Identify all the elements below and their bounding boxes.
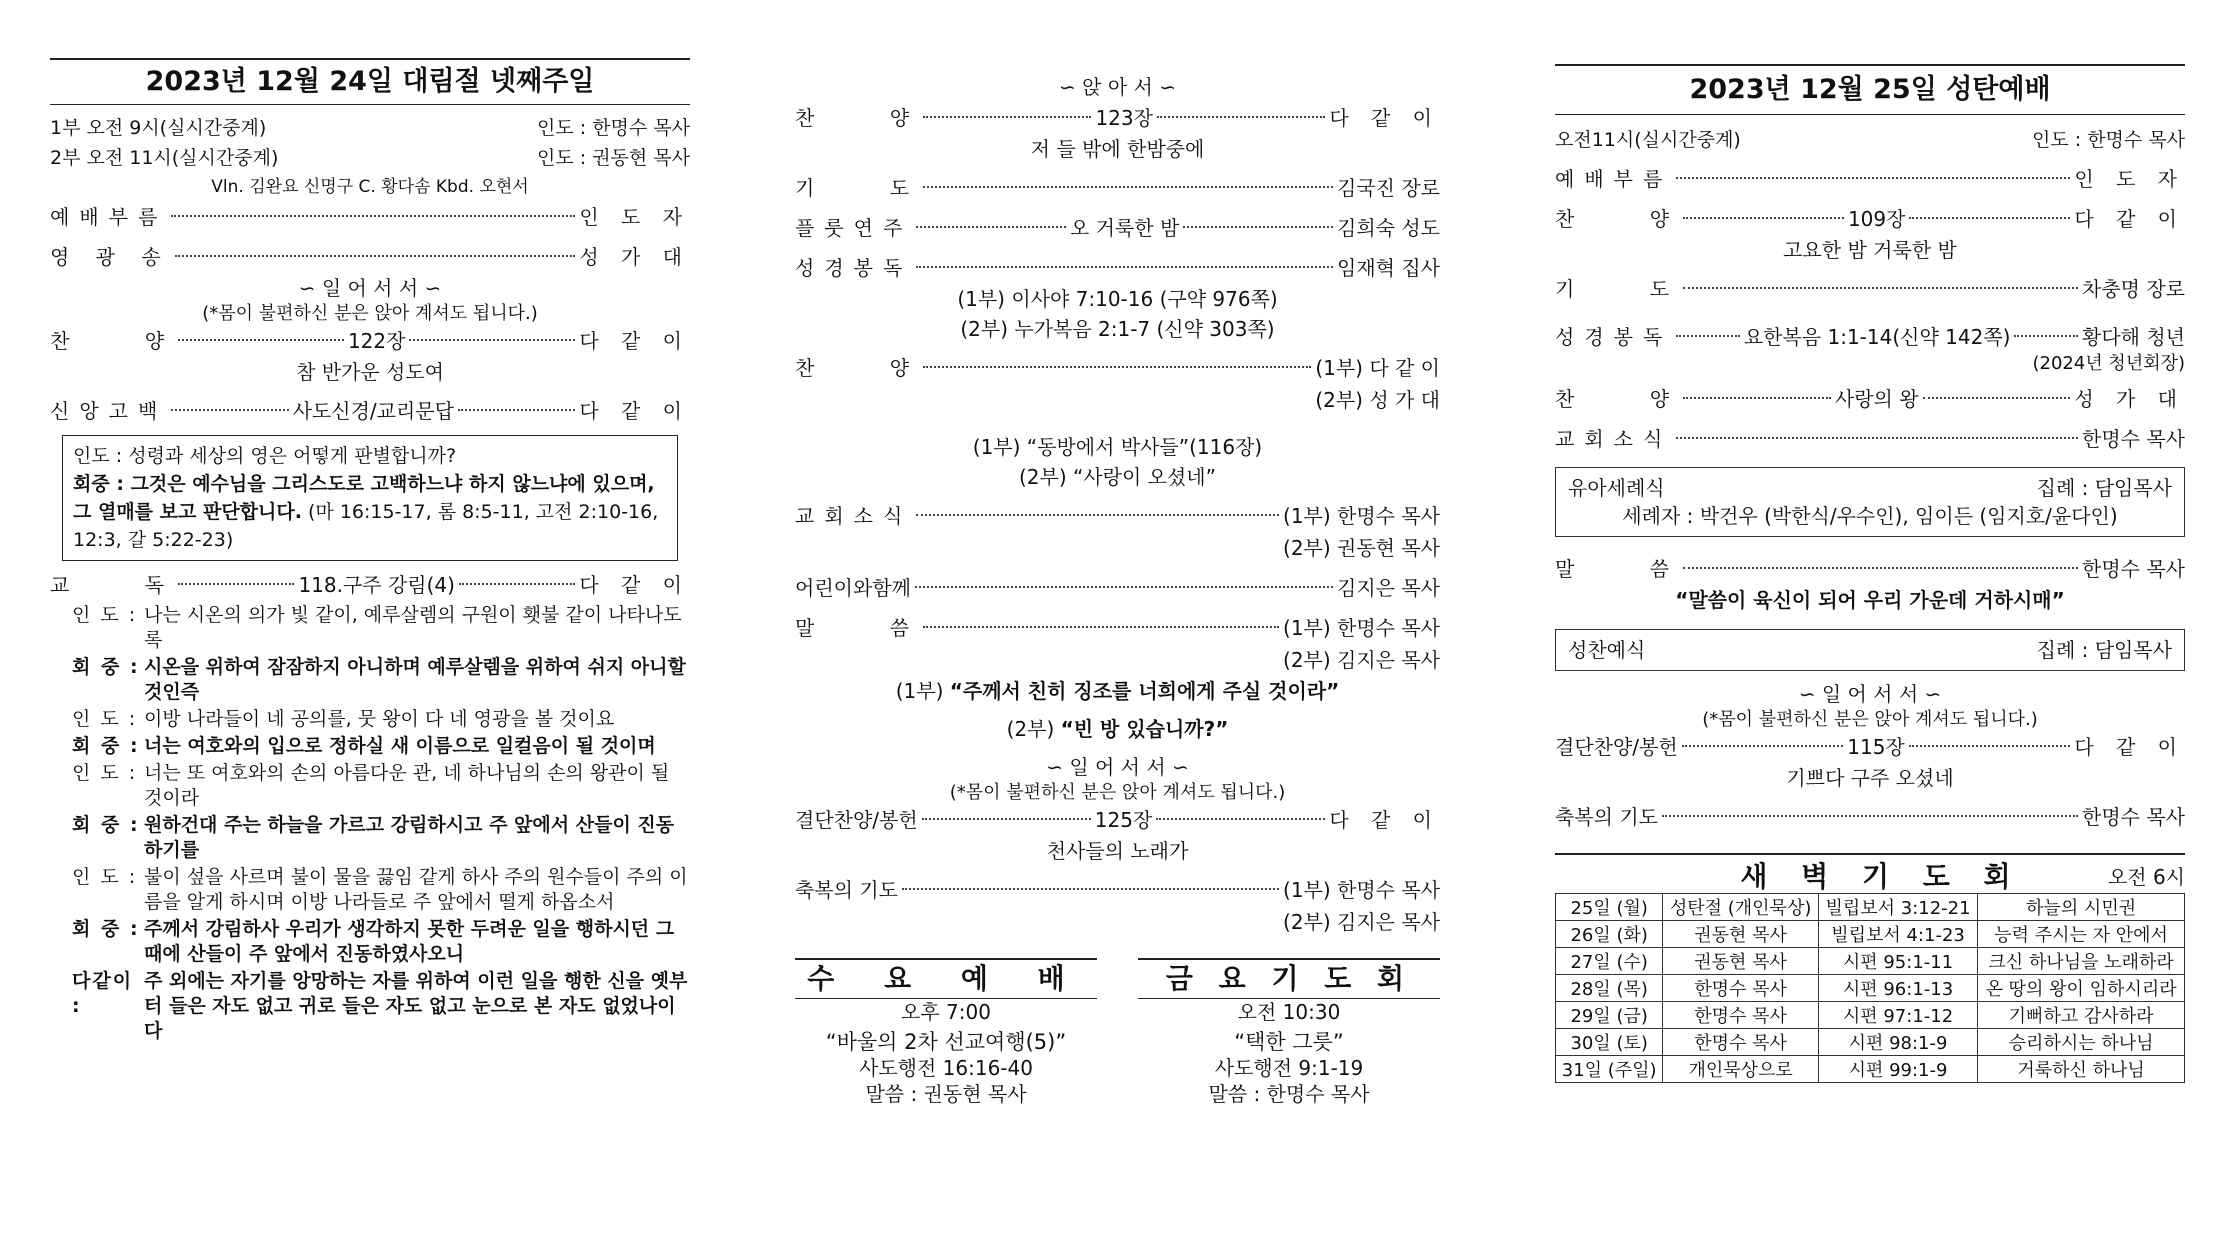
table-cell: 30일 (토): [1556, 1029, 1663, 1056]
c3-news: 교회소식 한명수 목사: [1555, 427, 2185, 451]
order-flute: 플룻연주 오 거룩한 밤 김희숙 성도: [795, 216, 1441, 240]
reading-text: 이방 나라들이 네 공의를, 뭇 왕이 다 네 영광을 볼 것이요: [144, 708, 615, 730]
reading-text: 불이 섶을 사르며 불이 물을 끓임 같게 하사 주의 원수들이 주의 이름을 알게 하시며 이방 나라들로 주 앞에서 떨게 하옵소서: [144, 866, 688, 913]
communion-box: 성찬예식 집례 : 담임목사: [1555, 629, 2185, 671]
sermon-2: (2부) “빈 방 있습니까?”: [1006, 717, 1229, 741]
table-cell: 승리하시는 하나님: [1978, 1029, 2185, 1056]
table-cell: 28일 (목): [1556, 975, 1663, 1002]
table-cell: 시편 95:1-11: [1818, 948, 1977, 975]
reading-text: 주께서 강림하사 우리가 생각하지 못한 두려운 일을 행하시던 그 때에 산들이 주 앞에서 진동하였사오니: [144, 918, 675, 965]
order-word: 말 씀 (1부) 한명수 목사: [795, 616, 1440, 640]
dawn-prayer: 새 벽 기 도 회 오전 6시 25일 (월) 성탄절 (개인묵상) 빌립보서 3:12-21 하늘의 시민권 26일 (화) 권동현 목사 빌립보서 4:1-23 능력 주시는 자 안에서 27일 (수) 권동현 목사 시편 95:1-11 크신 하나님을 노래하라 28일 (목) 한명수 목사 시편 96:1-13 온 땅의 왕이 임하시리라 29일 (금) 한명수 목사 시편 97:1-12 기뻐하고 감사하라 30일 (토) 한명수 목사 시편 98:1-9 승리하시는 하나님 31일 (주일) 개인묵상으로 시편 99:1-9 거룩하신 하나님: [1555, 853, 2185, 1083]
reading-line: [72, 603, 690, 653]
c3-choir: 찬 양 사랑의 왕 성 가 대: [1555, 387, 2185, 411]
table-cell: 빌립보서 4:1-23: [1818, 921, 1977, 948]
order-glory: 영 광 송 성 가 대: [50, 245, 690, 269]
reading-line: [72, 734, 690, 759]
reading-line: [72, 707, 690, 732]
table-cell: 시편 97:1-12: [1818, 1002, 1977, 1029]
hymn-title: 참 반가운 성도여: [296, 360, 444, 384]
musician-credits: Vln. 김완요 신명구 C. 황다솜 Kbd. 오현서: [211, 177, 529, 197]
reading-text: 주 외에는 자기를 앙망하는 자를 위하여 이런 일을 행한 신을 옛부터 들은 자도 없고 귀로 들은 자도 없고 눈으로 본 자도 없었나이다: [144, 970, 688, 1042]
table-cell: 27일 (수): [1556, 948, 1663, 975]
reading-speaker: 회 중 :: [72, 656, 140, 678]
table-cell: 25일 (월): [1556, 894, 1663, 921]
order-hymn: 찬 양 122장 다 같 이: [50, 329, 691, 353]
order-hymn-2: 찬 양 123장 다 같 이: [795, 106, 1441, 130]
order-creed: 신앙고백 사도신경/교리문답 다 같 이: [50, 399, 690, 423]
table-cell: 크신 하나님을 노래하라: [1978, 948, 2185, 975]
reading-speaker: 인 도 :: [72, 708, 138, 730]
reading-speaker: 회 중 :: [72, 918, 140, 940]
table-cell: 한명수 목사: [1663, 975, 1819, 1002]
table-cell: 26일 (화): [1556, 921, 1663, 948]
order-kids: 어린이와함께 김지은 목사: [795, 576, 1440, 600]
table-row: [1556, 1002, 2185, 1029]
table-cell: 29일 (금): [1556, 1002, 1663, 1029]
wednesday-service: 수 요 예 배 오후 7:00 “바울의 2차 선교여행(5)” 사도행전 16:16-40 말씀 : 권동현 목사: [795, 958, 1097, 1107]
table-cell: 성탄절 (개인묵상): [1663, 894, 1819, 921]
table-cell: 온 땅의 왕이 임하시리라: [1978, 975, 2185, 1002]
table-row: [1556, 1029, 2185, 1056]
table-row: [1556, 975, 2185, 1002]
table-cell: 하늘의 시민권: [1978, 894, 2185, 921]
reading-line: [72, 865, 690, 915]
sermon-1: (1부) “주께서 친히 징조를 너희에게 주실 것이라”: [895, 679, 1340, 703]
order-offering: 결단찬양/봉헌 125장 다 같 이: [795, 808, 1441, 832]
column-dec25: 2023년 12월 25일 성탄예배 오전11시(실시간중계) 인도 : 한명수 목사 예배부름 인 도 자 찬 양 109장 다 같 이 고요한 밤 거룩한 밤 기 도 차충명 장로 성경봉독 요한복음 1:1-14(신약 142쪽) 황다해 청년 (2024년 청년회장) 찬 양 사랑의 왕 성 가 대 교회소식 한명수 목사 유아세례식 집례 : 담임목사 세례자 : 박건우 (박한식/우수인), 임이든 (임지호/윤다인) 말 씀 한명수 목사 “말씀이 육신이 되어 우리 가운데 거하시매” 성찬예식 집례 : 담임목사 ∽ 일 어 서 서 ∽ (*몸이 불편하신 분은 앉아 계셔도 됩니다.) 결단찬양/봉헌 115장 다 같 이 기쁘다 구주 오셨네 축복의 기도 한명수 목사 새 벽 기 도 회 오전 6시 25일 (월) 성탄절 (개인묵상) 빌립보서 3:12-21 하늘의 시민권 26일 (화) 권동현 목사 빌립보서 4:1-23 능력 주시는 자 안에서 27일 (수) 권동현 목사 시편 95:1-11 크신 하나님을 노래하라 28일 (목) 한명수 목사 시편 96:1-13 온 땅의 왕이 임하시리라 29일 (금) 한명수 목사 시편 97:1-12 기뻐하고 감사하라 30일 (토) 한명수 목사 시편 98:1-9 승리하시는 하나님 31일 (주일) 개인묵상으로 시편 99:1-9 거룩하신 하나님: [1555, 0, 2185, 1083]
reading-text: 원하건대 주는 하늘을 가르고 강림하시고 주 앞에서 산들이 진동하기를: [144, 814, 675, 861]
table-cell: 능력 주시는 자 안에서: [1978, 921, 2185, 948]
order-prayer: 기 도 김국진 장로: [795, 176, 1440, 200]
reading-speaker: 인 도 :: [72, 604, 138, 626]
table-cell: 시편 98:1-9: [1818, 1029, 1977, 1056]
service-1: 1부 오전 9시(실시간중계) 인도 : 한명수 목사: [50, 117, 690, 139]
standup-note: ∽ 일 어 서 서 ∽: [298, 276, 442, 300]
table-row: [1556, 948, 2185, 975]
c3-bible: 성경봉독 요한복음 1:1-14(신약 142쪽) 황다해 청년: [1555, 325, 2185, 349]
infant-baptism-box: 유아세례식 집례 : 담임목사 세례자 : 박건우 (박한식/우수인), 임이든 (임지호/윤다인): [1555, 467, 2185, 537]
table-cell: 기뻐하고 감사하라: [1978, 1002, 2185, 1029]
order-call: 예배부름 인 도 자: [50, 205, 690, 229]
weekday-services: [795, 958, 1440, 1107]
reading-text: 시온을 위하여 잠잠하지 아니하며 예루살렘을 위하여 쉬지 아니할 것인즉: [144, 656, 686, 703]
reading-speaker: 인 도 :: [72, 866, 138, 888]
dawn-title: 새 벽 기 도 회: [1740, 860, 2023, 893]
table-cell: 한명수 목사: [1663, 1002, 1819, 1029]
column-dec24: 2023년 12월 24일 대림절 넷째주일 1부 오전 9시(실시간중계) 인도 : 한명수 목사 2부 오전 11시(실시간중계) 인도 : 권동현 목사 Vln. 김완요 신명구 C. 황다솜 Kbd. 오현서 예배부름 인 도 자 영 광 송 성 가 대 ∽ 일 어 서 서 ∽ (*몸이 불편하신 분은 앉아 계셔도 됩니다.) 찬 양 122장 다 같 이 참 반가운 성도여 신앙고백 사도신경/교리문답 다 같 이 인도 : 성령과 세상의 영은 어떻게 판별합니까? 회중 : 그것은 예수님을 그리스도로 고백하느냐 하지 않느냐에 있으며, 그 열매를 보고 판단합니다. (마 16:15-17, 롬 8:5-11, 고전 2:10-16, 12:3, 갈 5:22-23) 교 독 118.구주 강림(4) 다 같 이 인 도 : 나는 시온의 의가 빛 같이, 예루살렘의 구원이 횃불 같이 나타나도록 회 중 : 시온을 위하여 잠잠하지 아니하며 예루살렘을 위하여 쉬지 아니할 것인즉 인 도 : 이방 나라들이 네 공의를, 뭇 왕이 다 네 영광을 볼 것이요 회 중 : 너는 여호와의 입으로 정하실 새 이름으로 일컬음이 될 것이며 인 도 : 너는 또 여호와의 손의 아름다운 관, 네 하나님의 손의 왕관이 될 것이라 회 중 : 원하건대 주는 하늘을 가르고 강림하시고 주 앞에서 산들이 진동하기를 인 도 : 불이 섶을 사르며 불이 물을 끓임 같게 하사 주의 원수들이 주의 이름을 알게 하시며 이방 나라들로 주 앞에서 떨게 하옵소서 회 중 : 주께서 강림하사 우리가 생각하지 못한 두려운 일을 행하시던 그 때에 산들이 주 앞에서 진동하였사오니 다같이 : 주 외에는 자기를 앙망하는 자를 위하여 이런 일을 행한 신을 옛부터 들은 자도 없고 귀로 들은 자도 없고 눈으로 본 자도 없었나이다: [50, 0, 690, 1046]
hymn-title-2: 저 들 밖에 한밤중에: [1030, 137, 1205, 161]
friday-prayer: 금 요 기 도 회 오전 10:30 “택한 그릇” 사도행전 9:1-19 말씀 : 한명수 목사: [1138, 958, 1440, 1107]
reading-line: [72, 813, 690, 863]
c3-benediction: 축복의 기도 한명수 목사: [1555, 805, 2185, 829]
christmas-sermon: “말씀이 육신이 되어 우리 가운데 거하시매”: [1675, 588, 2065, 612]
order-choir: 찬 양 (1부) 다 같 이: [795, 356, 1440, 380]
table-cell: 권동현 목사: [1663, 948, 1819, 975]
christmas-service: 오전11시(실시간중계) 인도 : 한명수 목사: [1555, 129, 2185, 151]
c3-call: 예배부름 인 도 자: [1555, 167, 2185, 191]
c3-prayer: 기 도 차충명 장로: [1555, 277, 2185, 301]
table-cell: 시편 96:1-13: [1818, 975, 1977, 1002]
table-cell: 한명수 목사: [1663, 1029, 1819, 1056]
c3-hymn: 찬 양 109장 다 같 이: [1555, 207, 2186, 231]
responsive-reading: [72, 603, 690, 1044]
table-cell: 거룩하신 하나님: [1978, 1056, 2185, 1083]
table-cell: 권동현 목사: [1663, 921, 1819, 948]
reading-speaker: 회 중 :: [72, 735, 140, 757]
table-row: [1556, 921, 2185, 948]
column-dec24-continued: ∽ 앉 아 서 ∽ 찬 양 123장 다 같 이 저 들 밖에 한밤중에 기 도 김국진 장로 플룻연주 오 거룩한 밤 김희숙 성도 성경봉독 임재혁 집사 (1부) 이사야 7:10-16 (구약 976쪽) (2부) 누가복음 2:1-7 (신약 303쪽) 찬 양 (1부) 다 같 이 (2부) 성 가 대 (1부) “동방에서 박사들”(116장) (2부) “사랑이 오셨네” 교회소식 (1부) 한명수 목사 (2부) 권동현 목사 어린이와함께 김지은 목사 말 씀 (1부) 한명수 목사 (2부) 김지은 목사 (1부) “주께서 친히 징조를 너희에게 주실 것이라” (2부) “빈 방 있습니까?” ∽ 일 어 서 서 ∽ (*몸이 불편하신 분은 앉아 계셔도 됩니다.) 결단찬양/봉헌 125장 다 같 이 천사들의 노래가 축복의 기도 (1부) 한명수 목사 (2부) 김지은 목사 수 요 예 배 오후 7:00 “바울의 2차 선교여행(5)” 사도행전 16:16-40 말씀 : 권동현 목사 금 요 기 도 회 오전 10:30 “택한 그릇” 사도행전 9:1-19 말씀 : 한명수 목사: [795, 0, 1440, 1107]
reading-text: 너는 여호와의 입으로 정하실 새 이름으로 일컬음이 될 것이며: [144, 735, 656, 757]
page-title: 2023년 12월 24일 대림절 넷째주일: [50, 58, 690, 105]
table-row: [1556, 1056, 2185, 1083]
order-news: 교회소식 (1부) 한명수 목사: [795, 504, 1440, 528]
table-cell: 개인묵상으로: [1663, 1056, 1819, 1083]
table-cell: 시편 99:1-9: [1818, 1056, 1977, 1083]
order-bible: 성경봉독 임재혁 집사: [795, 256, 1440, 280]
reading-line: [72, 969, 690, 1044]
service-2: 2부 오전 11시(실시간중계) 인도 : 권동현 목사: [50, 147, 690, 169]
reading-speaker: 회 중 :: [72, 814, 140, 836]
reading-line: [72, 655, 690, 705]
c3-offering: 결단찬양/봉헌 115장 다 같 이: [1555, 735, 2186, 759]
reading-line: [72, 917, 690, 967]
table-cell: 31일 (주일): [1556, 1056, 1663, 1083]
sit-note: ∽ 앉 아 서 ∽: [1059, 75, 1176, 99]
reading-text: 너는 또 여호와의 손의 아름다운 관, 네 하나님의 손의 왕관이 될 것이라: [144, 762, 670, 809]
reading-line: [72, 761, 690, 811]
christmas-title: 2023년 12월 25일 성탄예배: [1555, 64, 2185, 115]
reading-speaker: 인 도 :: [72, 762, 138, 784]
catechism-box: 인도 : 성령과 세상의 영은 어떻게 판별합니까? 회중 : 그것은 예수님을 그리스도로 고백하느냐 하지 않느냐에 있으며, 그 열매를 보고 판단합니다. (마 16:15-17, 롬 8:5-11, 고전 2:10-16, 12:3, 갈 5:22-23): [62, 435, 678, 561]
dawn-schedule: [1555, 893, 2185, 1083]
order-benediction: 축복의 기도 (1부) 한명수 목사: [795, 878, 1440, 902]
c3-word: 말 씀 한명수 목사: [1555, 557, 2185, 581]
order-reading: 교 독 118.구주 강림(4) 다 같 이: [50, 573, 691, 597]
reading-text: 나는 시온의 의가 빛 같이, 예루살렘의 구원이 횃불 같이 나타나도록: [144, 604, 682, 651]
reading-speaker: 다같이 :: [72, 970, 134, 1017]
table-row: [1556, 894, 2185, 921]
table-cell: 빌립보서 3:12-21: [1818, 894, 1977, 921]
